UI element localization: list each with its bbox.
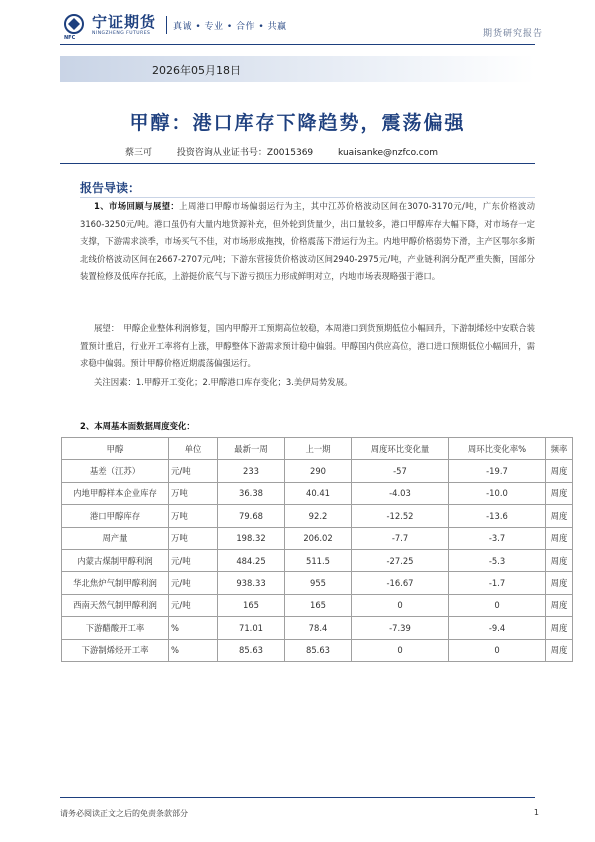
report-date: 2026年05月18日: [152, 64, 241, 77]
cell-latest: 233: [218, 460, 285, 482]
cert-number: Z0015369: [266, 148, 314, 158]
cell-change-rate: 0: [449, 639, 546, 661]
cell-frequency: 周度: [546, 482, 573, 504]
cell-change-rate: -9.4: [449, 617, 546, 639]
cell-unit: 万吨: [169, 527, 218, 549]
header-frequency: 频率: [546, 438, 573, 460]
header-item: 甲醇: [62, 438, 169, 460]
cell-change: 0: [352, 594, 449, 616]
para3-text: 关注因素：1.甲醇开工变化；2.甲醇港口库存变化；3.美伊局势发展。: [94, 377, 353, 387]
header-divider: [60, 44, 535, 45]
cell-unit: %: [169, 639, 218, 661]
cell-item: 下游醋酸开工率: [62, 617, 169, 639]
cell-latest: 85.63: [218, 639, 285, 661]
header-change: 周度环比变化量: [352, 438, 449, 460]
cell-previous: 78.4: [285, 617, 352, 639]
cell-latest: 484.25: [218, 549, 285, 571]
cell-frequency: 周度: [546, 617, 573, 639]
cert-label: 投资咨询从业证书号：: [176, 148, 267, 158]
cell-unit: %: [169, 617, 218, 639]
para1-text: 上周港口甲醇市场偏弱运行为主，其中江苏价格波动区间在3070-3170元/吨，广东价格波动3160-3250元/吨。港口虽仍有大量内地货源补充，但外轮到货量少，出口量较多，港口甲醇库存大幅下降，对市场存一定支撑，下游需求淡季，市场买气不佳，对市场形成拖拽，价格震荡下滑运行为主。内地甲醇价格弱势下滑，主产区鄂尔多斯北线价格波动区间在2667-2707元/吨；下游东营接货价格波动区间2940-2975元/吨，产业链利润分配严重失衡，国部分装置检修及低库存托底，上游挺价底气与下游亏损压力形成鲜明对立，内地市场表现略强于港口。: [80, 201, 536, 281]
author-line: [125, 145, 460, 158]
cell-unit: 万吨: [169, 482, 218, 504]
guide-heading: 报告导读：: [80, 181, 141, 195]
cell-unit: 元/吨: [169, 572, 218, 594]
cell-item: 港口甲醇库存: [62, 505, 169, 527]
header-unit: 单位: [169, 438, 218, 460]
table-row: [62, 482, 573, 504]
brand-english-name: NINGZHENG FUTURES: [92, 31, 151, 36]
table-row: [62, 505, 573, 527]
para2-text: 展望： 甲醇企业整体利润修复，国内甲醇开工预期高位较稳，本周港口到货预期低位小幅回升，下游制烯烃中安联合装置预计重启，行业开工率将有上涨，甲醇整体下游需求预计稳中偏弱。甲醇国内供应高位，港口进口预期低位小幅回升，需求稳中偏弱。预计甲醇价格近期震荡偏强运行。: [80, 323, 535, 368]
cell-change-rate: 0: [449, 594, 546, 616]
cell-change: -7.7: [352, 527, 449, 549]
header-change-rate: 周环比变化率%: [449, 438, 546, 460]
author-divider: [60, 163, 535, 164]
cell-item: 内地甲醇样本企业库存: [62, 482, 169, 504]
author-name: 蔡三可: [125, 148, 153, 158]
table-row: [62, 594, 573, 616]
cell-frequency: 周度: [546, 549, 573, 571]
para1-heading: 市场回顾与展望：: [109, 201, 180, 211]
table-row: [62, 527, 573, 549]
cell-frequency: 周度: [546, 639, 573, 661]
footer-disclaimer: 请务必阅读正文之后的免责条款部分: [60, 809, 188, 818]
cell-frequency: 周度: [546, 460, 573, 482]
cell-previous: 511.5: [285, 549, 352, 571]
cell-change: -12.52: [352, 505, 449, 527]
cell-item: 华北焦炉气制甲醇利润: [62, 572, 169, 594]
cell-previous: 92.2: [285, 505, 352, 527]
date-band: [60, 56, 535, 82]
cell-latest: 165: [218, 594, 285, 616]
cell-frequency: 周度: [546, 572, 573, 594]
cell-previous: 206.02: [285, 527, 352, 549]
cell-item: 内蒙古煤制甲醇利润: [62, 549, 169, 571]
nfc-logo-icon: [63, 14, 85, 36]
cell-latest: 79.68: [218, 505, 285, 527]
cell-change: -4.03: [352, 482, 449, 504]
table-row: [62, 617, 573, 639]
cell-latest: 198.32: [218, 527, 285, 549]
para1-prefix: 1、: [94, 201, 109, 211]
cell-frequency: 周度: [546, 527, 573, 549]
section-2-heading: 2、本周基本面数据周度变化：: [80, 421, 195, 431]
author-email[interactable]: kuaisanke@nzfco.com: [338, 148, 438, 158]
cell-item: 下游制烯烃开工率: [62, 639, 169, 661]
report-title: 甲醇：港口库存下降趋势，震荡偏强: [129, 112, 466, 134]
cell-unit: 元/吨: [169, 460, 218, 482]
cell-previous: 290: [285, 460, 352, 482]
cell-change-rate: -13.6: [449, 505, 546, 527]
table-row: [62, 639, 573, 661]
cell-change-rate: -5.3: [449, 549, 546, 571]
brand-separator: [166, 16, 167, 34]
cell-unit: 元/吨: [169, 549, 218, 571]
table-row: [62, 549, 573, 571]
cell-latest: 938.33: [218, 572, 285, 594]
cell-previous: 85.63: [285, 639, 352, 661]
cell-change: -16.67: [352, 572, 449, 594]
cell-previous: 955: [285, 572, 352, 594]
cell-change-rate: -1.7: [449, 572, 546, 594]
cell-item: 基差（江苏）: [62, 460, 169, 482]
focus-factors-paragraph: [80, 374, 535, 392]
cell-change: 0: [352, 639, 449, 661]
table-row: [62, 460, 573, 482]
cell-previous: 40.41: [285, 482, 352, 504]
cell-latest: 36.38: [218, 482, 285, 504]
cell-previous: 165: [285, 594, 352, 616]
market-review-paragraph: [80, 198, 535, 286]
table-header-row: [62, 438, 573, 460]
outlook-paragraph: [80, 320, 535, 373]
cell-frequency: 周度: [546, 594, 573, 616]
cell-change: -27.25: [352, 549, 449, 571]
cell-change: -57: [352, 460, 449, 482]
cell-change-rate: -3.7: [449, 527, 546, 549]
cert-info: [177, 148, 313, 158]
cell-item: 周产量: [62, 527, 169, 549]
table-row: [62, 572, 573, 594]
footer-divider: [60, 797, 535, 798]
logo-text: NFC: [64, 35, 76, 41]
slogan: 真诚 • 专业 • 合作 • 共赢: [173, 22, 287, 32]
cell-latest: 71.01: [218, 617, 285, 639]
page-number: 1: [533, 808, 539, 817]
page-header: [0, 0, 595, 46]
cell-change: -7.39: [352, 617, 449, 639]
cell-unit: 元/吨: [169, 594, 218, 616]
header-latest: 最新一周: [218, 438, 285, 460]
header-previous: 上一期: [285, 438, 352, 460]
cell-frequency: 周度: [546, 505, 573, 527]
report-type: 期货研究报告: [482, 29, 543, 39]
cell-change-rate: -10.0: [449, 482, 546, 504]
cell-unit: 万吨: [169, 505, 218, 527]
weekly-data-table: [61, 437, 573, 662]
brand-name: 宁证期货: [92, 13, 157, 31]
cell-item: 西南天然气制甲醇利润: [62, 594, 169, 616]
cell-change-rate: -19.7: [449, 460, 546, 482]
